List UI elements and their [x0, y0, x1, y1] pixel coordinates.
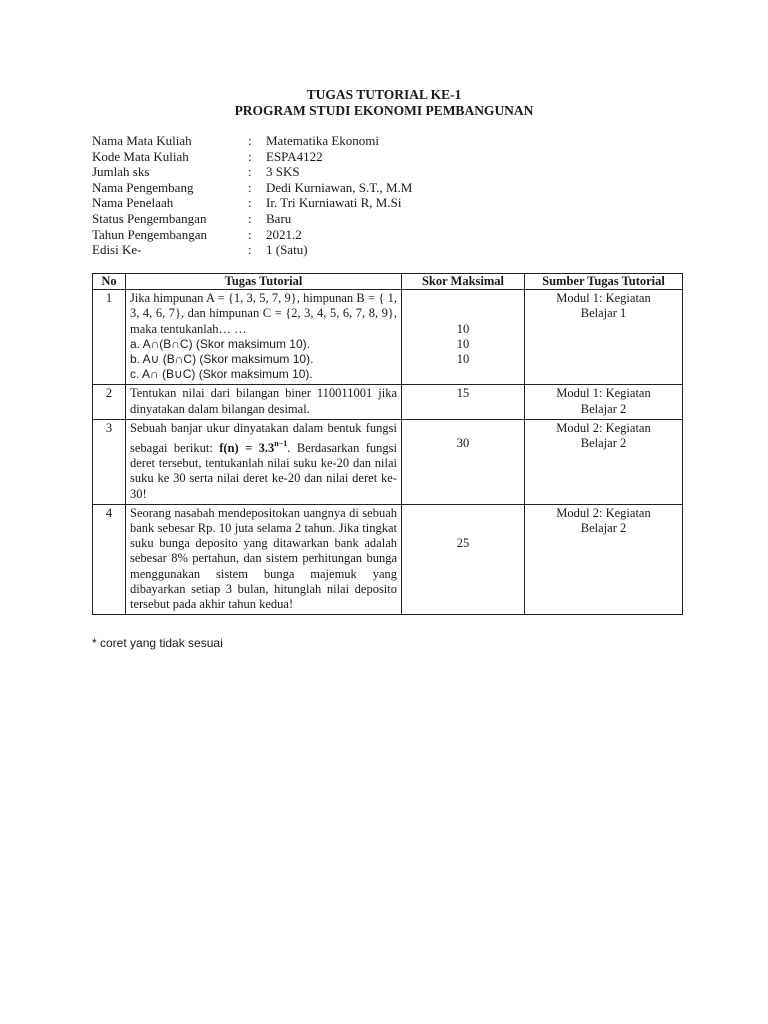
task-text: . Berdasarkan fungsi deret tersebut, tentukanlah nilai suku ke-20 dan nilai suku ke 30 serta nilai deret ke-20 dan nilai deret ke-30! [130, 441, 397, 501]
info-value: 1 (Satu) [266, 242, 308, 258]
info-colon: : [248, 148, 252, 164]
score-cell [402, 290, 525, 385]
task-cell [126, 290, 402, 385]
info-label: Jumlah sks [92, 164, 150, 180]
source-line: Belajar 2 [580, 436, 627, 451]
info-value: ESPA4122 [266, 148, 323, 164]
info-colon: : [248, 164, 252, 180]
source-line: Modul 1: Kegiatan [556, 386, 651, 401]
info-label: Nama Penelaah [92, 195, 174, 211]
info-row-reviewer [92, 195, 412, 211]
info-label: Tahun Pengembangan [92, 226, 207, 242]
score-value: 15 [402, 385, 525, 419]
info-row-edition [92, 242, 412, 258]
row-number: 2 [93, 385, 126, 419]
source-line: Belajar 2 [580, 401, 627, 416]
info-value: Baru [266, 210, 292, 226]
info-value: 3 SKS [266, 164, 300, 180]
info-colon: : [248, 242, 252, 258]
task-item: a. A∩(B∩C) (Skor maksimum 10). [130, 336, 310, 351]
table-row [93, 504, 683, 614]
table-row [93, 385, 683, 419]
info-label: Edisi Ke- [92, 242, 142, 258]
task-text: Jika himpunan A = {1, 3, 5, 7, 9}, himpunan B = { 1, 3, 4, 6, 7}, dan himpunan C = {2, 3, 4, 5, 6, 7, 8, 9}, maka tentukanlah… … [130, 291, 397, 336]
row-number: 3 [93, 419, 126, 504]
info-label: Status Pengembangan [92, 210, 207, 226]
info-value: 2021.2 [266, 226, 302, 242]
source-cell [525, 385, 683, 419]
column-header-no: No [93, 274, 126, 290]
info-label: Nama Mata Kuliah [92, 133, 192, 148]
source-line: Belajar 1 [580, 306, 627, 321]
source-line: Modul 2: Kegiatan [556, 505, 651, 520]
info-row-course-name [92, 133, 412, 149]
score-cell [402, 504, 525, 614]
info-label: Nama Pengembang [92, 179, 194, 195]
row-number: 4 [93, 504, 126, 614]
info-row-course-code [92, 149, 412, 165]
info-colon: : [248, 133, 252, 148]
source-cell [525, 504, 683, 614]
info-row-status [92, 211, 412, 227]
task-text: Seorang nasabah mendepositokan uangnya di sebuah bank sebesar Rp. 10 juta selama 2 tahun. Jika tingkat suku bunga deposito yang ditawarkan bank adalah sebesar 8% pertahun, dan sistem perhitungan bunga menggunakan sistem bunga majemuk yang dibayarkan setiap 3 bulan, hitunglah nilai deposito tersebut pada akhir tahun kedua! [126, 504, 402, 614]
info-colon: : [248, 179, 252, 195]
info-row-year [92, 227, 412, 243]
info-colon: : [248, 226, 252, 242]
source-line: Belajar 2 [580, 521, 627, 536]
task-cell [126, 419, 402, 504]
score-value: 30 [456, 436, 470, 451]
source-line: Modul 2: Kegiatan [556, 420, 651, 435]
document-title [0, 87, 768, 119]
column-header-task: Tugas Tutorial [126, 274, 402, 290]
task-text: Sebuah banjar ukur dinyatakan dalam bentuk fungsi sebagai berikut: [130, 420, 397, 456]
column-header-source: Sumber Tugas Tutorial [525, 274, 683, 290]
info-value: Matematika Ekonomi [266, 133, 380, 148]
info-label: Kode Mata Kuliah [92, 148, 189, 164]
task-item: b. A∪ (B∩C) (Skor maksimum 10). [130, 352, 314, 367]
title-line-1: TUGAS TUTORIAL KE-1 [306, 87, 462, 102]
footnote: * coret yang tidak sesuai [92, 636, 223, 650]
course-info [92, 133, 412, 258]
table-header-row [93, 274, 683, 290]
info-colon: : [248, 210, 252, 226]
source-cell [525, 290, 683, 385]
score-value: 25 [456, 536, 470, 551]
score-value: 10 [456, 351, 470, 366]
info-row-credits [92, 164, 412, 180]
source-line: Modul 1: Kegiatan [556, 291, 651, 306]
source-cell [525, 419, 683, 504]
row-number: 1 [93, 290, 126, 385]
info-value: Dedi Kurniawan, S.T., M.M [266, 179, 413, 195]
task-item: c. A∩ (B∪C) (Skor maksimum 10). [130, 367, 313, 382]
score-value: 10 [456, 336, 470, 351]
score-value: 10 [456, 321, 470, 336]
table-row [93, 290, 683, 385]
title-line-2: PROGRAM STUDI EKONOMI PEMBANGUNAN [234, 103, 534, 118]
info-row-developer [92, 180, 412, 196]
formula: f(n) = 3.3 [219, 441, 275, 456]
score-cell [402, 419, 525, 504]
column-header-score: Skor Maksimal [402, 274, 525, 290]
info-colon: : [248, 195, 252, 211]
info-value: Ir. Tri Kurniawati R, M.Si [266, 195, 402, 211]
table-row [93, 419, 683, 504]
tutorial-task-table [92, 273, 683, 615]
formula-exponent: n−1 [274, 439, 288, 449]
task-text: Tentukan nilai dari bilangan biner 110011001 jika dinyatakan dalam bilangan desimal. [126, 385, 402, 419]
